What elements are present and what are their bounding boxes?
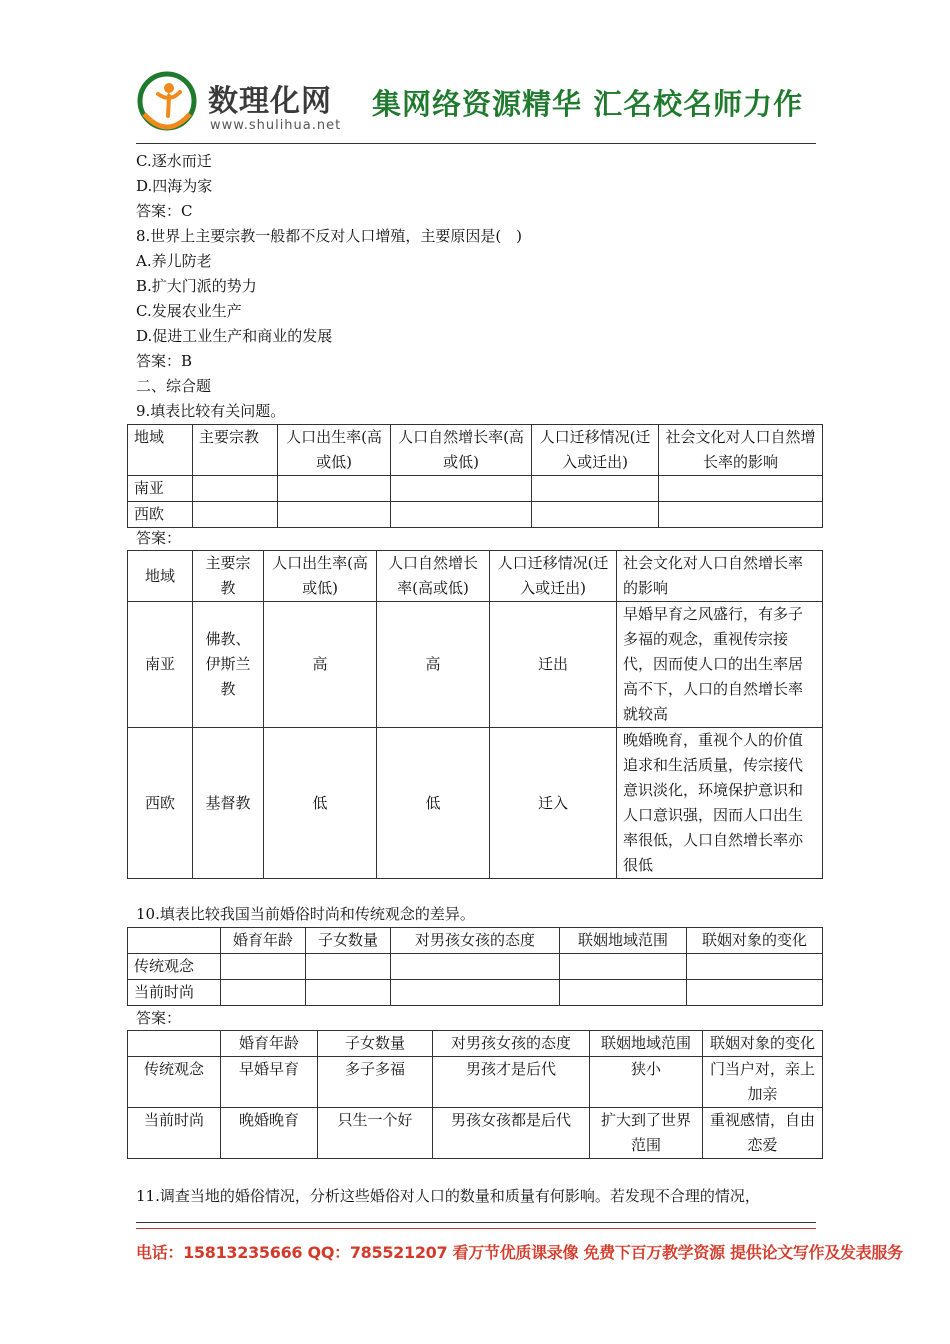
table-cell: 早婚早育 [221, 1057, 318, 1108]
table-cell: 当前时尚 [128, 980, 221, 1006]
table-cell: 迁出 [490, 602, 617, 728]
question-11: 11.调查当地的婚俗情况，分析这些婚俗对人口的数量和质量有何影响。若发现不合理的情况， [136, 1187, 760, 1205]
table-header-cell: 联姻对象的变化 [703, 1031, 823, 1057]
blank-cell[interactable] [221, 954, 306, 980]
table-header-cell: 人口自然增长率(高或低) [391, 425, 532, 476]
text-line: C.逐水而迁 [136, 152, 212, 170]
table-row [128, 954, 823, 980]
text-line: 9.填表比较有关问题。 [136, 402, 286, 420]
blank-cell[interactable] [193, 476, 278, 502]
blank-cell[interactable] [221, 980, 306, 1006]
blank-cell[interactable] [659, 502, 823, 528]
table-header-row [128, 928, 823, 954]
table-q9-answer [127, 550, 823, 879]
table-cell: 重视感情，自由恋爱 [703, 1108, 823, 1159]
table-header-cell: 人口出生率(高或低) [278, 425, 391, 476]
blank-cell[interactable] [687, 980, 823, 1006]
table-cell: 扩大到了世界范围 [590, 1108, 703, 1159]
blank-cell[interactable] [306, 980, 391, 1006]
table-cell: 当前时尚 [128, 1108, 221, 1159]
footer-contact: 电话：15813235666 QQ：785521207 看万节优质课录像 免费下百万教学资源 提供论文写作及发表服务 [136, 1243, 903, 1262]
table-cell: 早婚早育之风盛行，有多子多福的观念，重视传宗接代，因而使人口的出生率居高不下，人口的自然增长率就较高 [617, 602, 823, 728]
table-row [128, 1057, 823, 1108]
question-10: 10.填表比较我国当前婚俗时尚和传统观念的差异。 [136, 905, 475, 923]
footer-divider-red [136, 1228, 816, 1229]
table-header-cell: 人口迁移情况(迁入或迁出) [490, 551, 617, 602]
table-header-cell: 子女数量 [306, 928, 391, 954]
table-row [128, 1108, 823, 1159]
blank-cell[interactable] [391, 502, 532, 528]
text-line: 8.世界上主要宗教一般都不反对人口增殖，主要原因是( ) [136, 227, 523, 245]
table-header-cell: 联姻地域范围 [590, 1031, 703, 1057]
table-header-cell: 社会文化对人口自然增长率的影响 [659, 425, 823, 476]
table-cell: 南亚 [128, 476, 193, 502]
table-cell: 佛教、伊斯兰教 [193, 602, 264, 728]
table-cell: 迁入 [490, 728, 617, 879]
table-cell: 高 [377, 602, 490, 728]
blank-cell[interactable] [532, 476, 659, 502]
table-cell: 南亚 [128, 602, 193, 728]
table-header-cell: 人口迁移情况(迁入或迁出) [532, 425, 659, 476]
table-q9-blank [127, 424, 823, 528]
table-header-cell: 主要宗教 [193, 425, 278, 476]
text-line: D.促进工业生产和商业的发展 [136, 327, 333, 345]
table-header-cell: 对男孩女孩的态度 [391, 928, 560, 954]
text-line: B.扩大门派的势力 [136, 277, 257, 295]
table-cell: 传统观念 [128, 1057, 221, 1108]
table-cell: 门当户对，亲上加亲 [703, 1057, 823, 1108]
text-line: 二、综合题 [136, 377, 212, 395]
blank-cell[interactable] [532, 502, 659, 528]
table-header-cell: 对男孩女孩的态度 [433, 1031, 590, 1057]
table-header-cell: 联姻对象的变化 [687, 928, 823, 954]
brand-url: www.shulihua.net [210, 118, 342, 133]
table-header-cell: 地域 [128, 425, 193, 476]
table-cell: 男孩女孩都是后代 [433, 1108, 590, 1159]
table-header-cell: 地域 [128, 551, 193, 602]
table-header-cell [128, 928, 221, 954]
text-line: C.发展农业生产 [136, 302, 242, 320]
table-cell: 晚婚晚育，重视个人的价值追求和生活质量，传宗接代意识淡化，环境保护意识和人口意识强，因而人口出生率很低，人口自然增长率亦很低 [617, 728, 823, 879]
logo-icon [136, 70, 198, 132]
blank-cell[interactable] [560, 980, 687, 1006]
text-line: 答案：C [136, 202, 193, 220]
table-header-cell: 子女数量 [318, 1031, 433, 1057]
blank-cell[interactable] [659, 476, 823, 502]
table-cell: 晚婚晚育 [221, 1108, 318, 1159]
table-cell: 狭小 [590, 1057, 703, 1108]
blank-cell[interactable] [193, 502, 278, 528]
brand-name: 数理化网 [208, 84, 332, 119]
table-header-cell: 主要宗教 [193, 551, 264, 602]
table-header-row [128, 551, 823, 602]
table-header-cell: 社会文化对人口自然增长率的影响 [617, 551, 823, 602]
table-row [128, 502, 823, 528]
table-cell: 男孩才是后代 [433, 1057, 590, 1108]
blank-cell[interactable] [278, 476, 391, 502]
table-row [128, 728, 823, 879]
question-text [136, 149, 826, 424]
table-cell: 低 [377, 728, 490, 879]
text-line: D.四海为家 [136, 177, 213, 195]
text-line: 答案：B [136, 352, 193, 370]
footer-divider [136, 1222, 816, 1223]
blank-cell[interactable] [391, 476, 532, 502]
table-cell: 西欧 [128, 502, 193, 528]
table-cell: 多子多福 [318, 1057, 433, 1108]
table-header-cell: 婚育年龄 [221, 928, 306, 954]
table-cell: 传统观念 [128, 954, 221, 980]
table-cell: 西欧 [128, 728, 193, 879]
table-row [128, 980, 823, 1006]
table-header-cell: 人口出生率(高或低) [264, 551, 377, 602]
table-header-row [128, 1031, 823, 1057]
answer-label: 答案： [136, 1009, 182, 1027]
table-cell: 高 [264, 602, 377, 728]
header-slogan: 集网络资源精华 汇名校名师力作 [372, 87, 804, 121]
page-header [136, 70, 816, 142]
table-cell: 低 [264, 728, 377, 879]
blank-cell[interactable] [560, 954, 687, 980]
table-row [128, 602, 823, 728]
table-header-cell: 人口自然增长率(高或低) [377, 551, 490, 602]
table-cell: 只生一个好 [318, 1108, 433, 1159]
header-divider [136, 143, 816, 144]
table-row [128, 476, 823, 502]
table-header-cell: 联姻地域范围 [560, 928, 687, 954]
answer-label: 答案： [136, 529, 182, 547]
table-header-cell: 婚育年龄 [221, 1031, 318, 1057]
blank-cell[interactable] [687, 954, 823, 980]
table-cell: 基督教 [193, 728, 264, 879]
table-q10-blank [127, 927, 823, 1006]
blank-cell[interactable] [306, 954, 391, 980]
blank-cell[interactable] [391, 954, 560, 980]
blank-cell[interactable] [391, 980, 560, 1006]
blank-cell[interactable] [278, 502, 391, 528]
table-q10-answer [127, 1030, 823, 1159]
text-line: A.养儿防老 [136, 252, 212, 270]
table-header-cell [128, 1031, 221, 1057]
table-header-row [128, 425, 823, 476]
